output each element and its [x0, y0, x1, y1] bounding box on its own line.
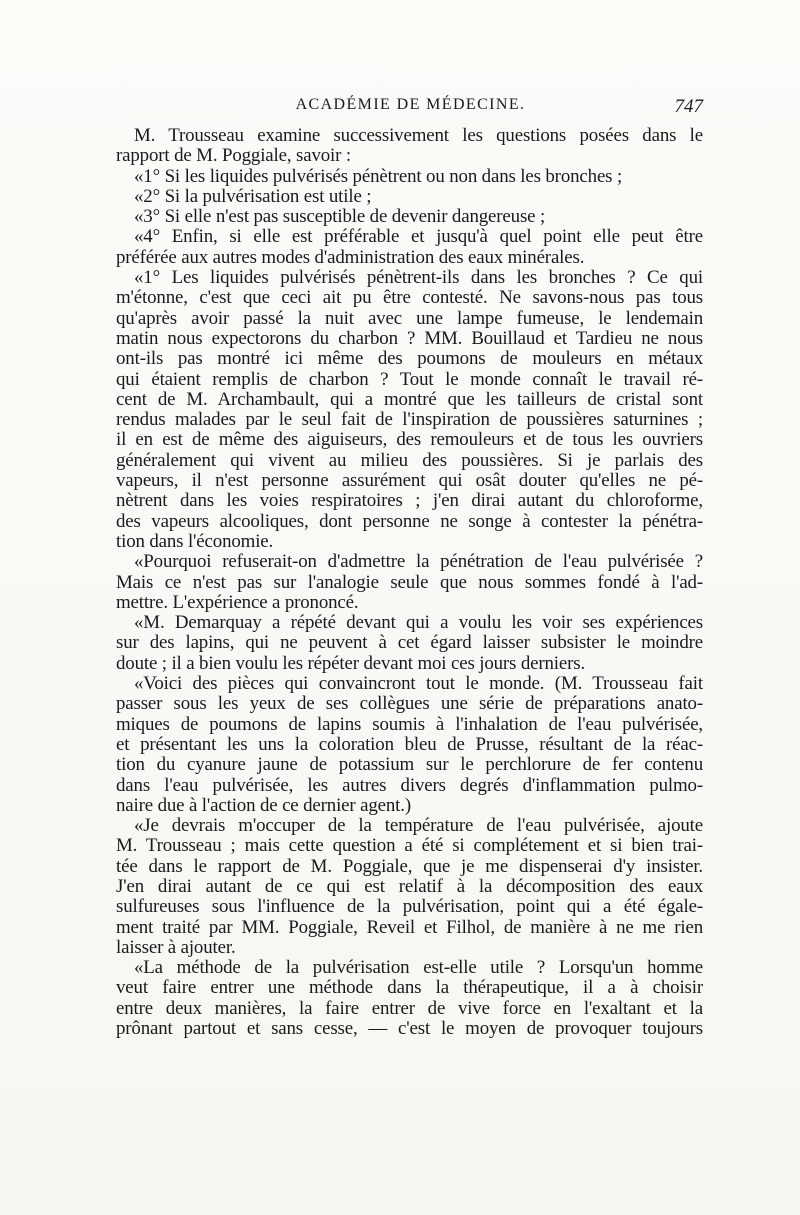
- text-line: et présentant les uns la coloration bleu de Prusse, résultant de la réac-: [116, 734, 703, 755]
- text-line: «M. Demarquay a répété devant qui a voulu les voir ses expériences: [134, 613, 703, 634]
- text-line: nètrent dans les voies respiratoires ; j'en dirai autant du chloroforme,: [116, 491, 703, 512]
- text-line: M. Trousseau ; mais cette question a été si complétement et si bien trai-: [116, 836, 703, 857]
- text-line: «4° Enfin, si elle est préférable et jusqu'à quel point elle peut être: [134, 227, 703, 248]
- text-line: tion dans l'économie.: [116, 531, 274, 552]
- text-line: «1° Les liquides pulvérisés pénètrent-ils dans les bronches ? Ce qui: [134, 268, 703, 289]
- text-line: ment traité par MM. Poggiale, Reveil et Filhol, de manière à ne me rien: [116, 917, 703, 938]
- text-line: généralement qui vivent au milieu des poussières. Si je parlais des: [116, 450, 703, 471]
- text-line: des vapeurs alcooliques, dont personne ne songe à contester la pénétra-: [116, 511, 703, 532]
- text-line: «2° Si la pulvérisation est utile ;: [134, 186, 372, 207]
- text-line: qu'après avoir passé la nuit avec une lampe fumeuse, le lendemain: [116, 308, 703, 329]
- text-line: cent de M. Archambault, qui a montré que les tailleurs de cristal sont: [116, 389, 703, 410]
- text-line: J'en dirai autant de ce qui est relatif à la décomposition des eaux: [116, 876, 703, 897]
- text-line: passer sous les yeux de ses collègues une série de préparations anato-: [116, 694, 703, 715]
- text-line: préférée aux autres modes d'administration des eaux minérales.: [116, 247, 585, 268]
- text-line: «La méthode de la pulvérisation est-elle utile ? Lorsqu'un homme: [134, 958, 703, 979]
- text-line: entre deux manières, la faire entrer de vive force en l'exaltant et la: [116, 998, 703, 1019]
- text-line: mettre. L'expérience a prononcé.: [116, 592, 359, 613]
- text-line: «1° Si les liquides pulvérisés pénètrent ou non dans les bronches ;: [134, 166, 623, 187]
- page-header: [118, 96, 703, 126]
- text-line: doute ; il a bien voulu les répéter devant moi ces jours derniers.: [116, 653, 586, 674]
- text-line: rendus malades par le seul fait de l'inspiration de poussières saturnines ;: [116, 410, 703, 431]
- text-line: naire due à l'action de ce dernier agent.): [116, 795, 411, 816]
- text-line: «Je devrais m'occuper de la température de l'eau pulvérisée, ajoute: [134, 816, 703, 837]
- running-head: ACADÉMIE DE MÉDECINE.: [295, 96, 526, 113]
- body-text: [116, 126, 703, 1039]
- text-line: tée dans le rapport de M. Poggiale, que je me dispenserai d'y insister.: [116, 856, 703, 877]
- text-line: dans l'eau pulvérisée, les autres divers degrés d'inflammation pulmo-: [116, 775, 703, 796]
- text-line: sulfureuses sous l'influence de la pulvérisation, point qui a été égale-: [116, 897, 703, 918]
- text-line: «Voici des pièces qui convaincront tout le monde. (M. Trousseau fait: [134, 674, 703, 695]
- text-line: il en est de même des aiguiseurs, des remouleurs et de tous les ouvriers: [116, 430, 703, 451]
- text-line: ont-ils pas montré ici même des poumons de mouleurs en métaux: [116, 349, 703, 370]
- text-line: vapeurs, il n'est personne assurément qui osât douter qu'elles ne pé-: [116, 471, 703, 492]
- text-line: tion du cyanure jaune de potassium sur le perchlorure de fer contenu: [116, 755, 703, 776]
- text-line: Mais ce n'est pas sur l'analogie seule que nous sommes fondé à l'ad-: [116, 572, 703, 593]
- text-line: veut faire entrer une méthode dans la thérapeutique, il a à choisir: [116, 978, 703, 999]
- text-line: «Pourquoi refuserait-on d'admettre la pénétration de l'eau pulvérisée ?: [134, 552, 703, 573]
- text-line: qui étaient remplis de charbon ? Tout le monde connaît le travail ré-: [116, 369, 703, 390]
- text-line: rapport de M. Poggiale, savoir :: [116, 146, 351, 167]
- text-line: matin nous expectorons du charbon ? MM. Bouillaud et Tardieu ne nous: [116, 328, 703, 349]
- text-line: sur des lapins, qui ne peuvent à cet égard laisser subsister le moindre: [116, 633, 703, 654]
- text-line: prônant partout et sans cesse, — c'est le moyen de provoquer toujours: [116, 1019, 703, 1040]
- text-line: M. Trousseau examine successivement les questions posées dans le: [134, 126, 703, 146]
- text-line: miques de poumons de lapins soumis à l'inhalation de l'eau pulvérisée,: [116, 714, 703, 735]
- text-line: m'étonne, c'est que ceci ait pu être contesté. Ne savons-nous pas tous: [116, 288, 703, 309]
- text-line: laisser à ajouter.: [116, 937, 236, 958]
- text-line: «3° Si elle n'est pas susceptible de devenir dangereuse ;: [134, 207, 546, 228]
- page-number: 747: [674, 96, 703, 117]
